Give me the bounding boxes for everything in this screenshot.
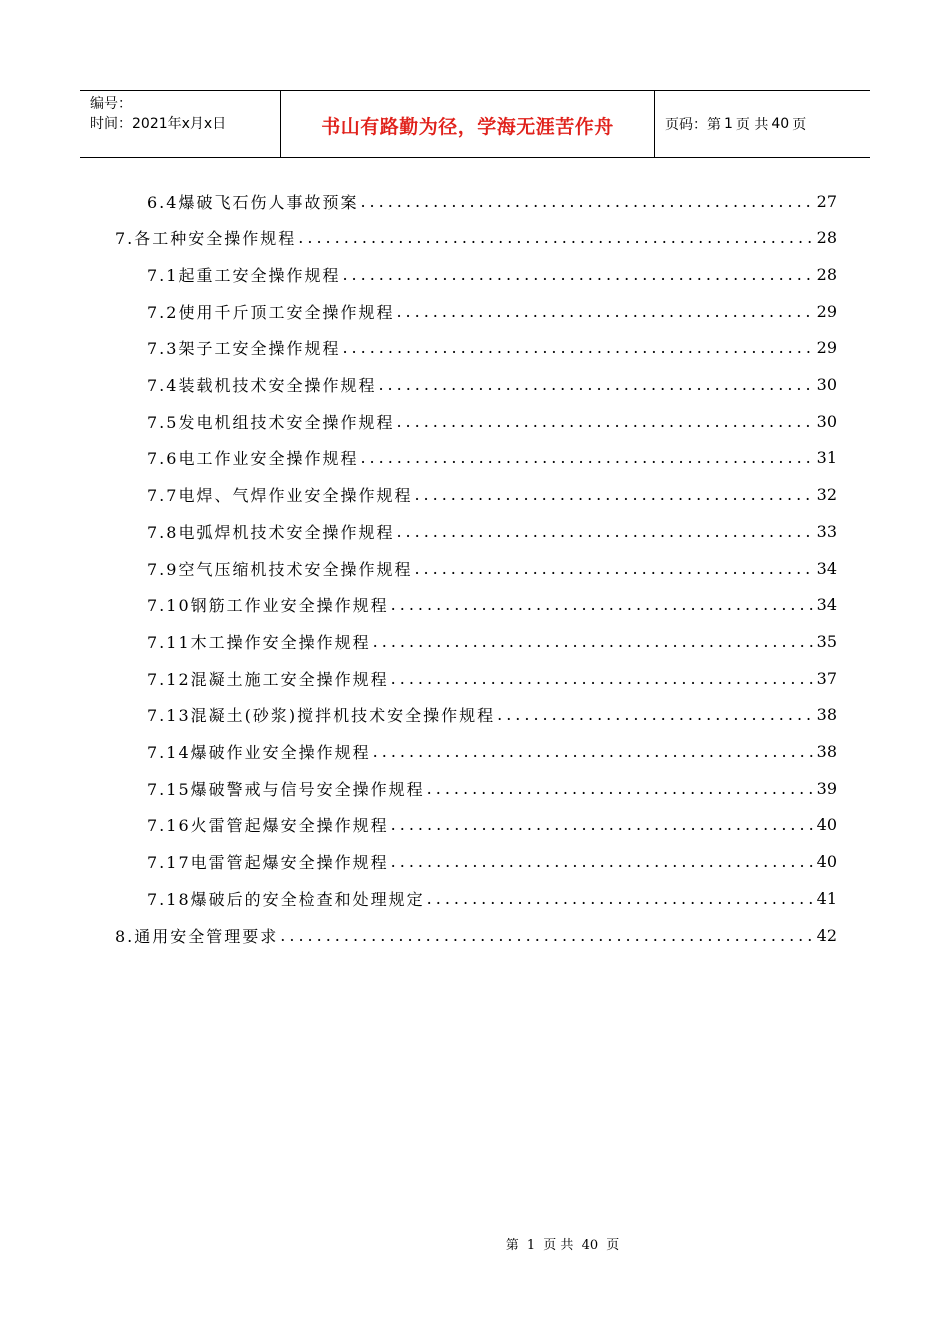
toc-entry-page: 40 [816,815,837,835]
toc-dot-leader [298,228,812,247]
toc-entry-title: 7.11木工操作安全操作规程 [147,632,371,652]
toc-dot-leader [396,412,812,431]
toc-entry[interactable] [147,697,837,733]
toc-dot-leader [427,889,813,908]
toc-entry[interactable] [147,367,837,403]
toc-dot-leader [391,815,813,834]
header-meta [80,91,281,157]
toc-entry-page: 32 [816,485,837,505]
toc-entry[interactable] [147,734,837,770]
toc-entry-page: 29 [816,301,837,321]
header-motto-cell [281,91,655,157]
toc-entry-title: 7.3架子工安全操作规程 [147,339,341,359]
toc-entry[interactable] [147,330,837,366]
toc-entry-title: 7.15爆破警戒与信号安全操作规程 [147,779,425,799]
toc-dot-leader [396,522,812,541]
toc-dot-leader [414,485,812,504]
toc-entry-page: 39 [816,778,837,798]
toc-entry-title: 7.12混凝土施工安全操作规程 [147,669,389,689]
footer-prefix: 第 [505,1238,519,1253]
toc-entry-page: 34 [816,558,837,578]
document-header [80,90,870,158]
toc-entry-title: 7.1起重工安全操作规程 [147,265,341,285]
toc-entry[interactable] [115,917,837,953]
toc-dot-leader [391,669,813,688]
header-page-suffix: 页 [792,117,807,133]
toc-dot-leader [391,595,813,614]
toc-entry-title: 7.7电焊、气焊作业安全操作规程 [147,486,413,506]
toc-entry[interactable] [147,256,837,292]
header-page-current: 1 [724,116,733,132]
toc-entry-page: 37 [816,668,837,688]
toc-dot-leader [497,705,813,724]
header-page-total: 40 [771,116,790,132]
toc-entry-title: 7.9空气压缩机技术安全操作规程 [147,559,413,579]
toc-entry[interactable] [147,293,837,329]
toc-entry-title: 7.17电雷管起爆安全操作规程 [147,853,389,873]
toc-entry-page: 40 [816,852,837,872]
toc-entry-page: 34 [816,595,837,615]
toc-entry-page: 30 [816,375,837,394]
toc-entry-page: 33 [816,521,837,541]
toc-entry[interactable] [147,183,837,219]
toc-entry[interactable] [147,403,837,439]
toc-entry-title: 7.2使用千斤顶工安全操作规程 [147,302,395,322]
toc-entry[interactable] [147,880,837,916]
toc-dot-leader [378,375,812,394]
toc-dot-leader [280,926,812,945]
toc-dot-leader [360,192,812,211]
toc-entry-title: 6.4爆破飞石伤人事故预案 [147,192,359,212]
toc-entry-title: 7.6电工作业安全操作规程 [147,449,359,469]
toc-entry[interactable] [147,770,837,806]
toc-entry-page: 28 [816,264,837,284]
toc-entry[interactable] [147,587,837,623]
toc-entry-title: 7.4装载机技术安全操作规程 [147,376,377,395]
header-page-mid: 页 共 [735,117,769,133]
toc-dot-leader [373,742,813,761]
toc-entry-page: 35 [816,631,837,651]
toc-entry-page: 31 [816,448,837,468]
toc-entry[interactable] [147,440,837,476]
toc-entry[interactable] [147,477,837,513]
toc-dot-leader [396,302,812,321]
toc-entry[interactable] [147,550,837,586]
footer-total-pages: 40 [581,1238,599,1253]
toc-entry-page: 38 [816,705,837,725]
toc-entry[interactable] [147,623,837,659]
toc-entry-title: 8.通用安全管理要求 [115,926,279,946]
toc-dot-leader [342,265,812,284]
toc-entry-page: 42 [816,925,837,945]
toc-entry-title: 7.5发电机组技术安全操作规程 [147,412,395,432]
toc-entry-page: 30 [816,411,837,431]
toc-dot-leader [342,338,812,357]
page-footer [0,1234,950,1253]
toc-entry-page: 27 [816,191,837,211]
toc-dot-leader [414,559,812,578]
document-time-label: 时间：2021年x月x日 [90,116,227,132]
document-number-label: 编号： [90,96,132,112]
toc-entry-title: 7.14爆破作业安全操作规程 [147,743,371,762]
toc-dot-leader [360,448,812,467]
toc-entry-page: 28 [816,228,837,248]
toc-entry-title: 7.10钢筋工作业安全操作规程 [147,596,389,616]
toc-entry-page: 41 [816,888,837,908]
toc-entry-title: 7.16火雷管起爆安全操作规程 [147,816,389,836]
toc-dot-leader [427,779,813,798]
toc-entry-title: 7.8电弧焊机技术安全操作规程 [147,522,395,542]
footer-suffix: 页 [606,1238,620,1253]
header-page-prefix: 页码：第 [665,117,721,133]
toc-entry[interactable] [147,807,837,843]
toc-entry-title: 7.18爆破后的安全检查和处理规定 [147,889,425,909]
toc-dot-leader [373,632,813,651]
toc-entry[interactable] [147,513,837,549]
toc-entry-page: 38 [816,742,837,761]
toc-entry[interactable] [115,220,837,256]
toc-dot-leader [391,852,813,871]
toc-entry-page: 29 [816,338,837,358]
header-page-info [655,91,870,157]
footer-mid: 页 共 [543,1238,574,1253]
toc-entry[interactable] [147,660,837,696]
header-motto: 书山有路勤为径，学海无涯苦作舟 [321,115,614,138]
toc-entry-title: 7.各工种安全操作规程 [115,229,297,249]
toc-entry[interactable] [147,844,837,880]
footer-current-page: 1 [526,1238,536,1253]
toc-entry-title: 7.13混凝土(砂浆)搅拌机技术安全操作规程 [147,706,496,726]
